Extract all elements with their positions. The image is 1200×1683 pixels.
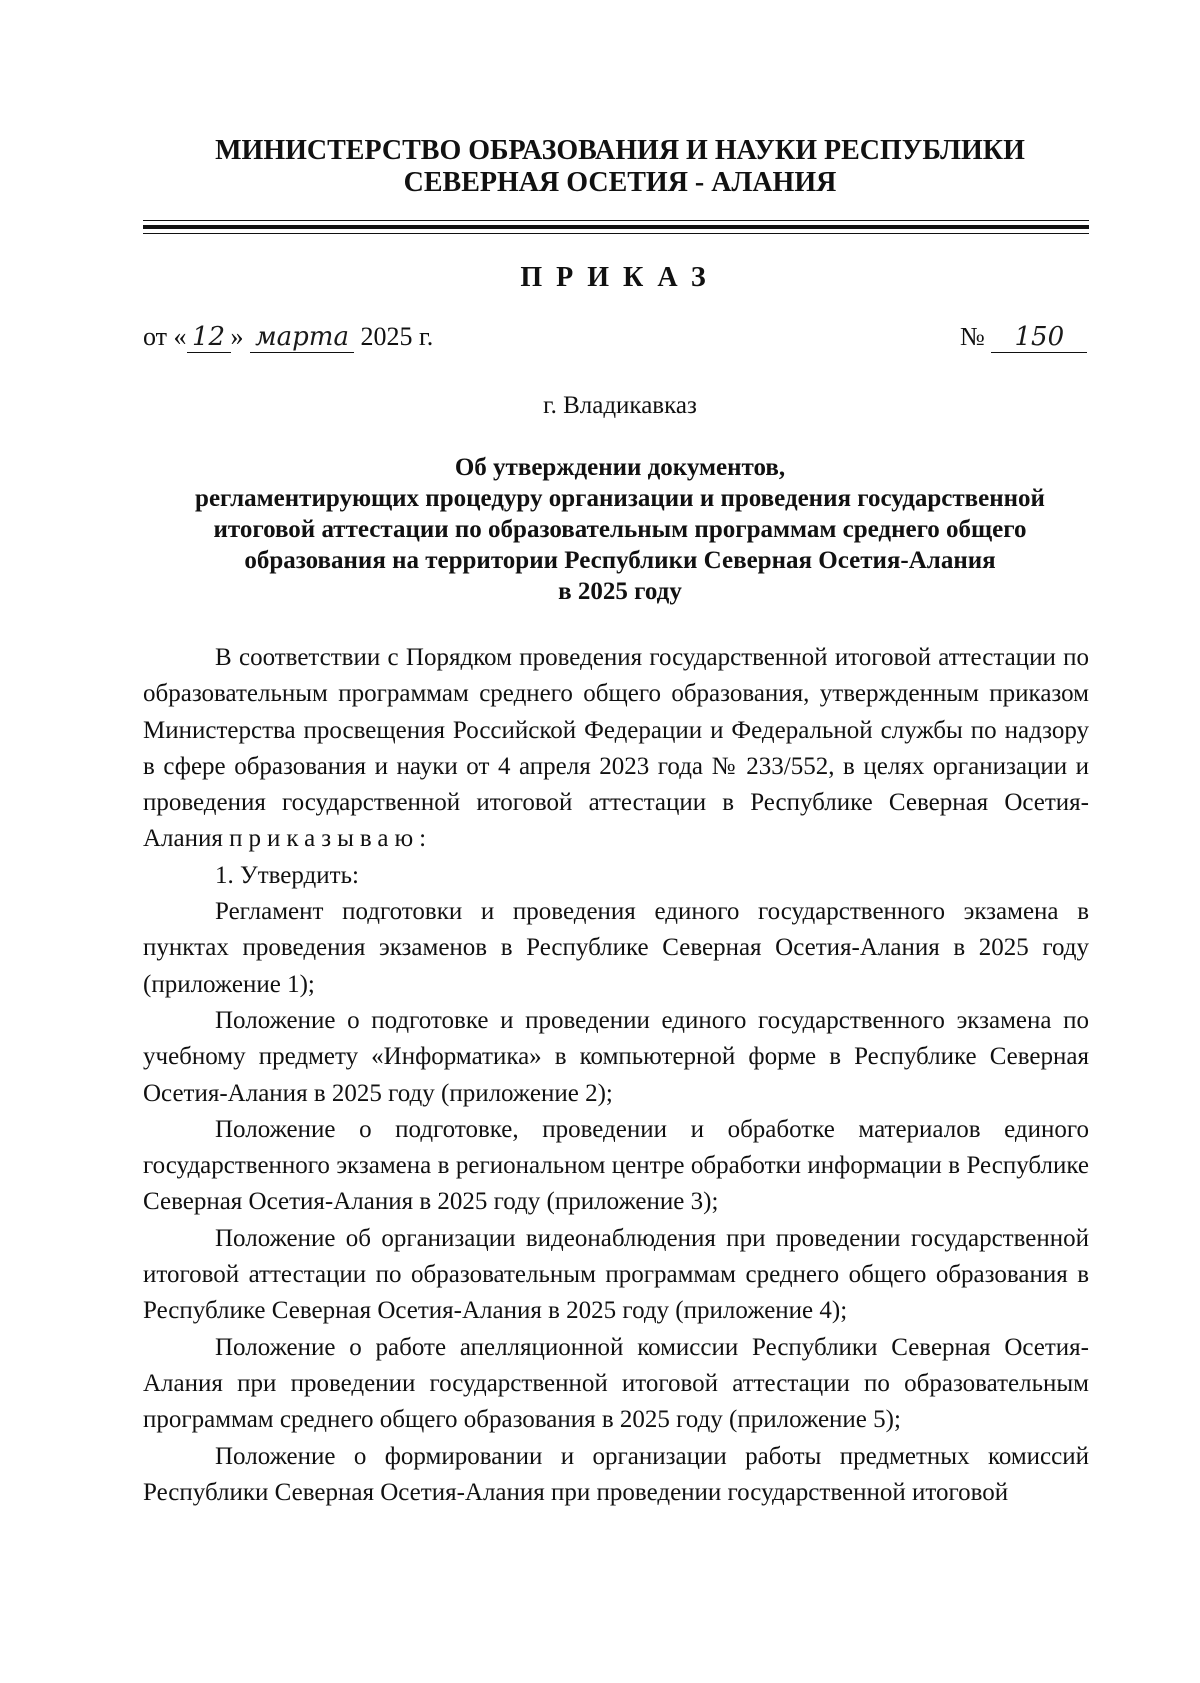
document-type-title: ПРИКАЗ (520, 262, 720, 293)
subject-line: регламентирующих процедуру организации и проведения государственной (195, 485, 1045, 512)
number-handwritten: 150 (991, 322, 1087, 353)
date-prefix: от « (143, 322, 187, 351)
order-word: приказываю: (229, 825, 433, 853)
order-date (143, 322, 433, 353)
header-divider-bottom (143, 233, 1089, 234)
document-item-5: Положение о работе апелляционной комиссии Республики Северная Осетия-Алания при проведении государственной итоговой аттестации по образовательным программам среднего общего образования в 2025 году (приложение 5); (143, 1333, 1089, 1434)
intro-text: В соответствии с Порядком проведения государственной итоговой аттестации по образовательным программам среднего общего образования, утвержденным приказом Министерства просвещения Российской Федерации и Федеральной службы по надзору в сфере образования и науки от 4 апреля 2023 года № 233/552, в целях организации и проведения государственной итоговой аттестации в Республике Северная Осетия-Алания (143, 644, 1089, 853)
date-mid: » (230, 322, 244, 351)
subject-line: образования на территории Республики Северная Осетия-Алания (244, 547, 996, 574)
order-body (143, 640, 1089, 1511)
date-year: 2025 г. (360, 322, 434, 351)
order-number (960, 322, 1087, 353)
city: г. Владикавказ (543, 392, 697, 419)
document-item-1: Регламент подготовки и проведения единого государственного экзамена в пунктах проведения экзаменов в Республике Северная Осетия-Алания в 2025 году (приложение 1); (143, 898, 1089, 998)
ministry-line-2: СЕВЕРНАЯ ОСЕТИЯ - АЛАНИЯ (403, 167, 837, 198)
ministry-header (0, 135, 1200, 199)
header-divider-top (143, 220, 1089, 221)
subject-line: итоговой аттестации по образовательным программам среднего общего (213, 516, 1027, 543)
date-month-handwritten: марта (250, 322, 354, 353)
document-item-3: Положение о подготовке, проведении и обработке материалов единого государственного экзамена в региональном центре обработки информации в Республике Северная Осетия-Алания в 2025 году (приложение 3); (143, 1115, 1089, 1216)
document-item-6: Положение о формировании и организации работы предметных комиссий Республики Северная Осетия-Алания при проведении государственной итоговой (143, 1442, 1089, 1506)
intro-paragraph (143, 640, 1089, 858)
header-divider-thick (143, 225, 1089, 229)
subject-line: Об утверждении документов, (454, 454, 786, 481)
document-item-2: Положение о подготовке и проведении единого государственного экзамена по учебному предмету «Информатика» в компьютерной форме в Республике Северная Осетия-Алания в 2025 году (приложение 2); (143, 1006, 1089, 1107)
item-1: 1. Утвердить: (215, 861, 359, 889)
subject-line: в 2025 году (558, 578, 682, 605)
number-sign: № (960, 322, 985, 351)
order-subject (0, 452, 1200, 607)
document-item-4: Положение об организации видеонаблюдения при проведении государственной итоговой аттестации по образовательным программам среднего общего образования в Республике Северная Осетия-Алания в 2025 году (приложение 4); (143, 1224, 1089, 1325)
ministry-line-1: МИНИСТЕРСТВО ОБРАЗОВАНИЯ И НАУКИ РЕСПУБЛИКИ (215, 135, 1025, 166)
date-day-handwritten: 12 (187, 322, 231, 353)
